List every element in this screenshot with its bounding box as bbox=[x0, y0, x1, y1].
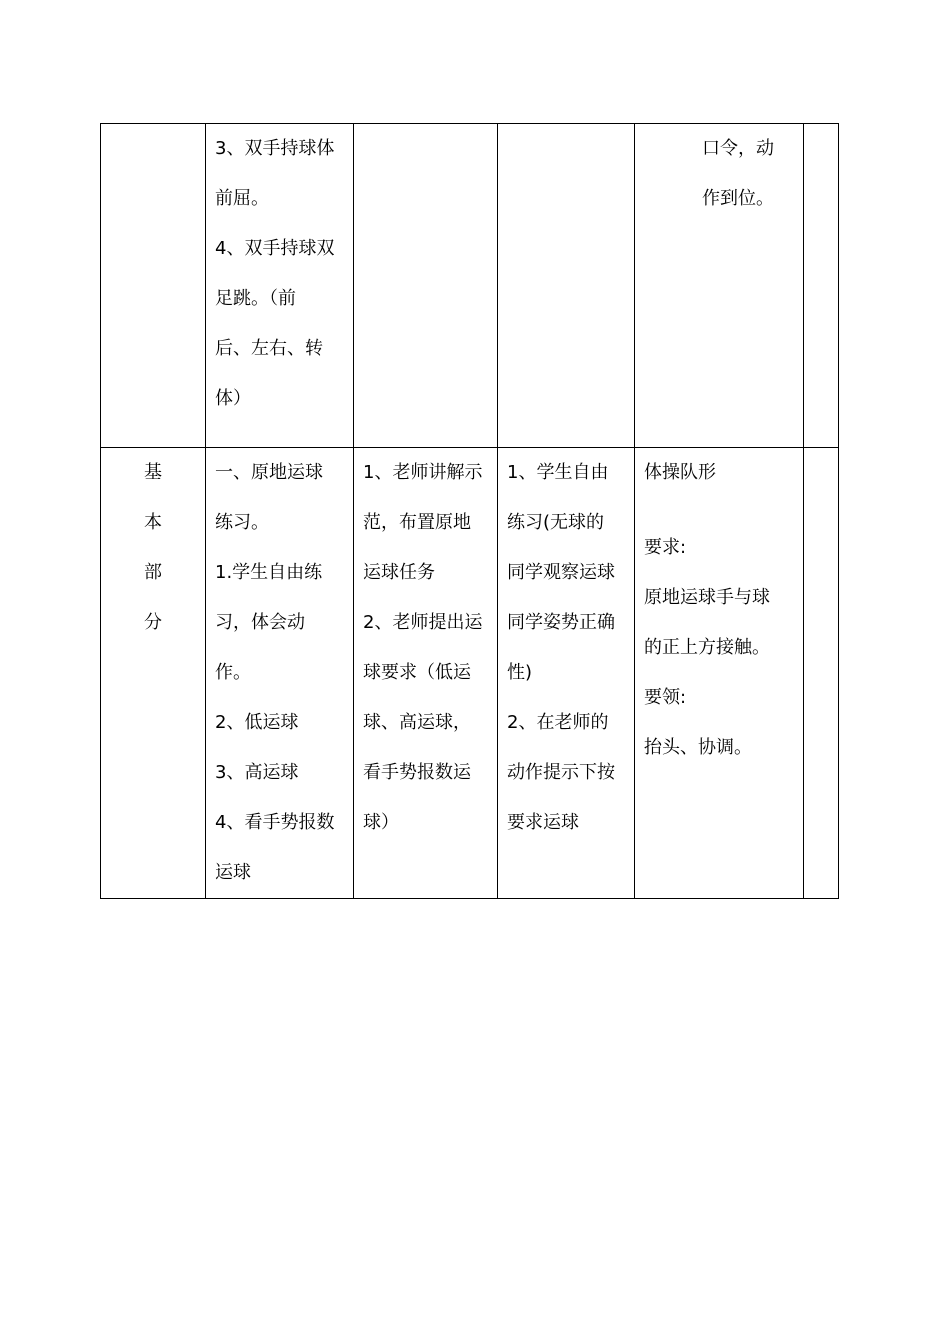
content-line: 1.学生自由练 bbox=[215, 562, 323, 583]
teacher-cell bbox=[354, 124, 498, 448]
lesson-plan-table bbox=[100, 123, 839, 899]
org-line: 作到位。 bbox=[702, 188, 774, 209]
student-line: 2、在老师的 bbox=[507, 712, 609, 733]
section-title-char: 部 bbox=[144, 562, 162, 583]
notes-cell bbox=[804, 448, 839, 899]
content-line: 4、双手持球双 bbox=[215, 238, 335, 259]
student-line: 性) bbox=[507, 662, 533, 683]
content-line: 后、左右、转 bbox=[215, 338, 323, 359]
student-line: 1、学生自由 bbox=[507, 462, 609, 483]
teacher-line: 范，布置原地 bbox=[363, 512, 471, 533]
student-line: 练习(无球的 bbox=[507, 512, 605, 533]
student-line: 要求运球 bbox=[507, 812, 579, 833]
content-line: 习，体会动 bbox=[215, 612, 305, 633]
student-line: 动作提示下按 bbox=[507, 762, 615, 783]
teacher-line: 运球任务 bbox=[363, 562, 435, 583]
org-key-label: 要领: bbox=[644, 687, 687, 708]
student-cell bbox=[498, 448, 635, 899]
org-requirement-line: 原地运球手与球 bbox=[644, 587, 770, 608]
content-line: 2、低运球 bbox=[215, 712, 299, 733]
section-title-char: 本 bbox=[144, 512, 162, 533]
org-line: 口令，动 bbox=[702, 138, 774, 159]
content-cell bbox=[206, 124, 354, 448]
student-line: 同学姿势正确 bbox=[507, 612, 615, 633]
student-line: 同学观察运球 bbox=[507, 562, 615, 583]
content-line: 前屈。 bbox=[215, 188, 269, 209]
teacher-line: 看手势报数运 bbox=[363, 762, 471, 783]
content-line: 一、原地运球 bbox=[215, 462, 323, 483]
org-requirement-line: 的正上方接触。 bbox=[644, 637, 770, 658]
section-title-char: 基 bbox=[144, 462, 162, 483]
org-key-line: 抬头、协调。 bbox=[644, 737, 752, 758]
section-title-cell bbox=[101, 448, 206, 899]
content-cell bbox=[206, 448, 354, 899]
content-line: 体） bbox=[215, 388, 251, 409]
notes-cell bbox=[804, 124, 839, 448]
content-line: 3、高运球 bbox=[215, 762, 299, 783]
section-title-char: 分 bbox=[144, 612, 162, 633]
teacher-line: 球要求（低运 bbox=[363, 662, 471, 683]
table-row bbox=[101, 448, 839, 899]
teacher-line: 2、老师提出运 bbox=[363, 612, 483, 633]
content-line: 运球 bbox=[215, 862, 251, 883]
content-line: 4、看手势报数 bbox=[215, 812, 335, 833]
teacher-line: 球、高运球， bbox=[363, 712, 471, 733]
teacher-line: 球） bbox=[363, 812, 399, 833]
organization-cell bbox=[635, 448, 804, 899]
teacher-line: 1、老师讲解示 bbox=[363, 462, 483, 483]
org-formation: 体操队形 bbox=[644, 462, 716, 483]
organization-cell bbox=[635, 124, 804, 448]
content-line: 足跳。（前 bbox=[215, 288, 296, 309]
content-line: 练习。 bbox=[215, 512, 269, 533]
section-cell bbox=[101, 124, 206, 448]
student-cell bbox=[498, 124, 635, 448]
content-line: 3、双手持球体 bbox=[215, 138, 335, 159]
org-requirement-label: 要求: bbox=[644, 537, 687, 558]
content-line: 作。 bbox=[215, 662, 251, 683]
table-row bbox=[101, 124, 839, 448]
teacher-cell bbox=[354, 448, 498, 899]
